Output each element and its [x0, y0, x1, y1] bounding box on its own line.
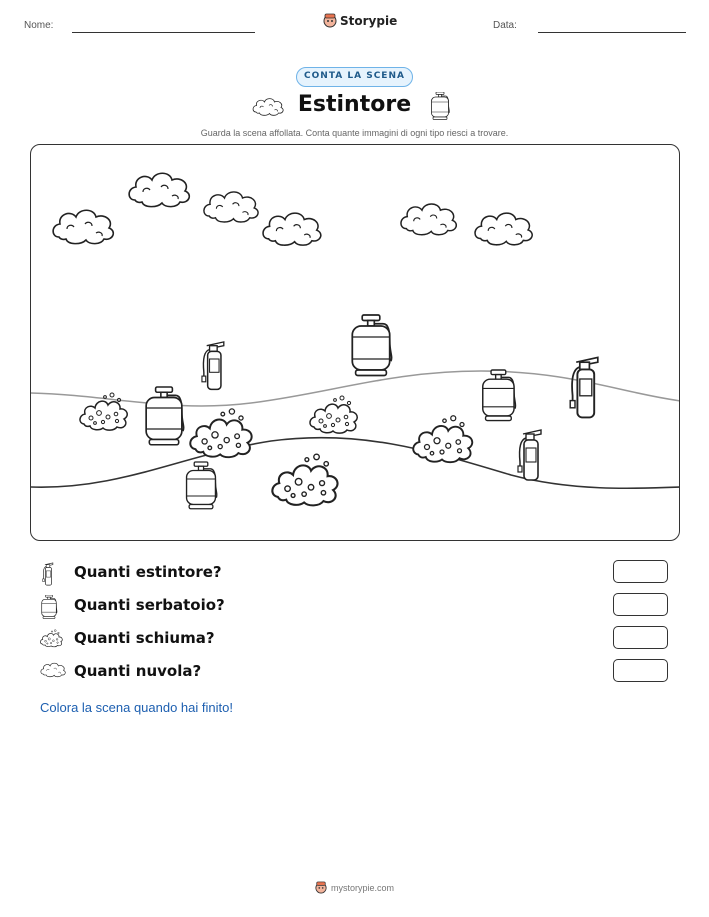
question-text: Quanti nuvola? [74, 662, 202, 680]
title-row [0, 92, 709, 122]
cloud-icon [129, 173, 189, 206]
footer [0, 881, 709, 896]
extinguisher-icon [570, 357, 598, 417]
foam-icon [40, 628, 64, 648]
site-url[interactable]: mystorypie.com [330, 882, 394, 893]
extinguisher-icon [202, 342, 224, 390]
tank-icon [352, 315, 391, 376]
tank-icon [187, 462, 217, 509]
foam-icon [190, 409, 251, 457]
question-text: Quanti schiuma? [74, 629, 215, 647]
cloud-icon [204, 192, 258, 222]
name-line[interactable] [72, 32, 255, 33]
page-title: Estintore [297, 92, 412, 117]
instructions: Guarda la scena affollata. Conta quante immagini di ogni tipo riesci a trovare. [200, 128, 509, 138]
cloud-icon [263, 213, 321, 245]
extinguisher-icon [518, 430, 541, 480]
name-label: Nome: [24, 20, 54, 31]
coloring-note: Colora la scena quando hai finito! [40, 700, 233, 715]
answer-box[interactable] [613, 626, 668, 649]
question-row [40, 659, 670, 685]
brand-name: Storypie [340, 13, 398, 28]
date-label: Data: [493, 20, 517, 31]
answer-box[interactable] [613, 593, 668, 616]
question-text: Quanti estintore? [74, 563, 222, 581]
question-row [40, 560, 670, 586]
tank-icon [40, 595, 58, 619]
cloud-icon [475, 213, 532, 245]
tank-icon [430, 92, 450, 120]
cloud-icon [401, 204, 456, 235]
tank-icon [146, 387, 183, 445]
foam-icon [310, 396, 357, 433]
foam-icon [272, 454, 337, 505]
brand-logo [323, 13, 397, 28]
question-text: Quanti serbatoio? [74, 596, 225, 614]
question-row [40, 626, 670, 652]
activity-badge: CONTA LA SCENA [296, 67, 413, 87]
tank-icon [483, 370, 516, 421]
foam-icon [413, 416, 472, 462]
storypie-mascot-icon [323, 13, 337, 28]
scene-illustration [31, 145, 680, 541]
cloud-icon [53, 210, 113, 243]
question-row [40, 593, 670, 619]
extinguisher-icon [40, 562, 56, 586]
answer-box[interactable] [613, 560, 668, 583]
scene-picture[interactable] [30, 144, 680, 541]
answer-box[interactable] [613, 659, 668, 682]
date-line[interactable] [538, 32, 686, 33]
storypie-mascot-icon [315, 881, 327, 894]
cloud-icon [40, 661, 66, 679]
